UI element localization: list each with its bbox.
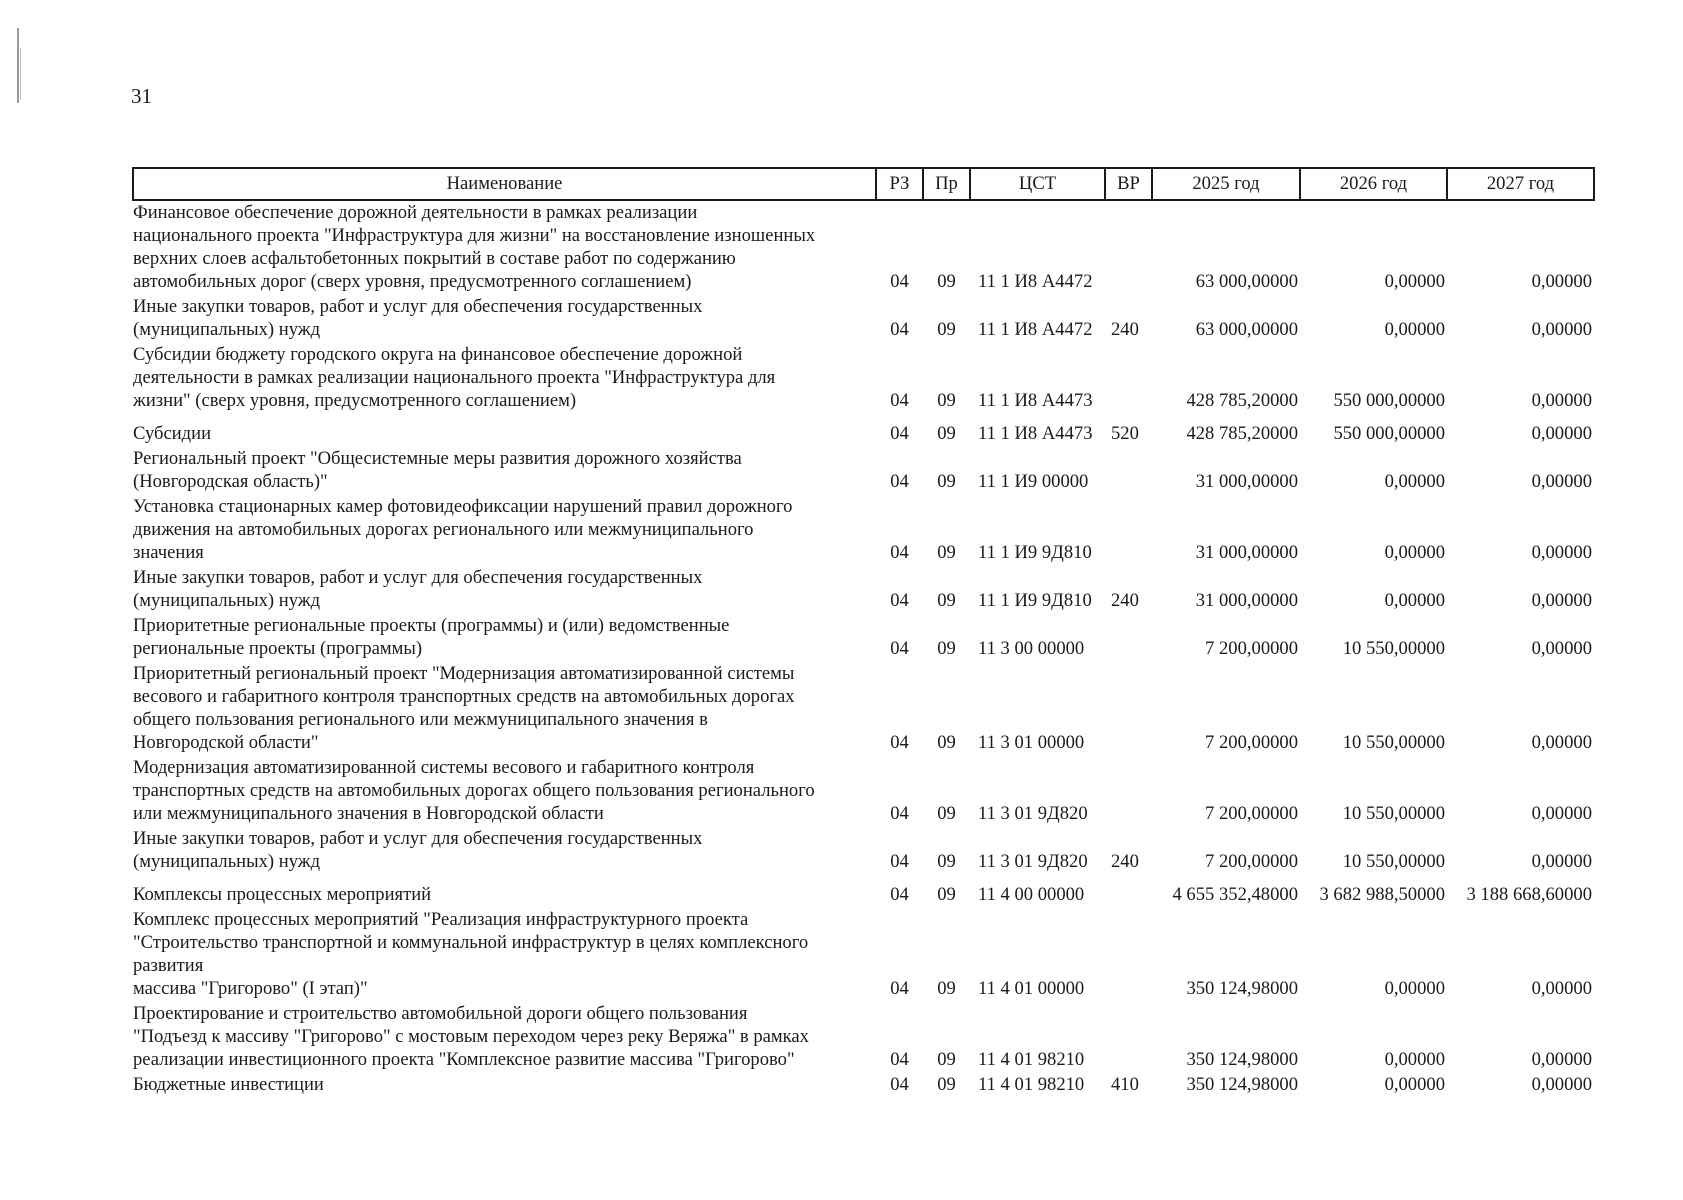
row-amount-2025: 63 000,00000	[1195, 271, 1298, 292]
header-2026: 2026 год	[1300, 168, 1447, 200]
row-name-text: Иные закупки товаров, работ и услуг для обеспечения государственных (муниципальных) нужд	[133, 828, 703, 872]
row-amount-2027: 0,00000	[1531, 638, 1592, 659]
row-amount-2027: 0,00000	[1531, 732, 1592, 753]
table-header-row	[133, 168, 1594, 200]
row-rz: 04	[890, 638, 909, 659]
row-amount-2026: 10 550,00000	[1342, 732, 1445, 753]
row-name	[133, 295, 876, 343]
row-cst: 11 1 И8 А4473	[978, 423, 1093, 444]
row-amount-2027: 0,00000	[1531, 319, 1592, 340]
row-name	[133, 756, 876, 827]
scan-edge-mark	[20, 48, 21, 100]
row-amount-2027: 0,00000	[1531, 978, 1592, 999]
row-rz: 04	[890, 884, 909, 905]
row-cst: 11 1 И9 9Д810	[978, 542, 1092, 563]
row-cst: 11 4 01 98210	[978, 1049, 1085, 1070]
row-pr: 09	[937, 1049, 956, 1070]
row-rz: 04	[890, 851, 909, 872]
table-row	[133, 1002, 1594, 1073]
row-amount-2026: 0,00000	[1384, 978, 1445, 999]
row-amount-2026: 0,00000	[1384, 1049, 1445, 1070]
row-name-text: Бюджетные инвестиции	[133, 1074, 324, 1095]
table-row	[133, 756, 1594, 827]
row-vr	[1105, 614, 1152, 662]
row-amount-2025: 7 200,00000	[1205, 732, 1298, 753]
row-vr	[1105, 495, 1152, 566]
row-name	[133, 662, 876, 756]
row-name-text: Приоритетные региональные проекты (программы) и (или) ведомственные региональные проекты (программы)	[133, 615, 730, 659]
row-rz: 04	[890, 732, 909, 753]
row-amount-2027: 0,00000	[1531, 590, 1592, 611]
row-name	[133, 447, 876, 495]
row-amount-2026: 10 550,00000	[1342, 638, 1445, 659]
row-amount-2027: 0,00000	[1531, 471, 1592, 492]
row-name	[133, 875, 876, 908]
row-cst: 11 4 00 00000	[978, 884, 1085, 905]
table-row	[133, 1073, 1594, 1098]
row-cst: 11 1 И8 А4472	[978, 319, 1093, 340]
row-rz: 04	[890, 319, 909, 340]
row-pr: 09	[937, 590, 956, 611]
row-name-text: Приоритетный региональный проект "Модернизация автоматизированной системы весового и габаритного контроля транспортных средств на автомобильных дорогах общего пользования регионального или межмуниципального значения в Новгородской области"	[133, 663, 795, 753]
row-pr: 09	[937, 471, 956, 492]
row-rz: 04	[890, 1074, 909, 1095]
row-rz: 04	[890, 978, 909, 999]
row-pr: 09	[937, 851, 956, 872]
row-name	[133, 343, 876, 414]
row-amount-2025: 7 200,00000	[1205, 851, 1298, 872]
budget-table	[132, 167, 1595, 1098]
row-amount-2025: 7 200,00000	[1205, 803, 1298, 824]
row-rz: 04	[890, 542, 909, 563]
page-number: 31	[131, 84, 152, 108]
table-row	[133, 875, 1594, 908]
header-vr: ВР	[1105, 168, 1152, 200]
row-pr: 09	[937, 319, 956, 340]
row-amount-2025: 428 785,20000	[1186, 390, 1298, 411]
header-pr: Пр	[923, 168, 970, 200]
row-cst: 11 3 01 9Д820	[978, 803, 1088, 824]
row-amount-2026: 0,00000	[1384, 1074, 1445, 1095]
row-amount-2026: 10 550,00000	[1342, 851, 1445, 872]
row-name-text: Субсидии бюджету городского округа на финансовое обеспечение дорожной деятельности в рамках реализации национального проекта "Инфраструктура для жизни" (сверх уровня, предусмотренного соглашением)	[133, 344, 776, 411]
table-row	[133, 295, 1594, 343]
row-amount-2025: 63 000,00000	[1195, 319, 1298, 340]
row-amount-2026: 10 550,00000	[1342, 803, 1445, 824]
row-amount-2026: 0,00000	[1384, 271, 1445, 292]
row-name	[133, 1002, 876, 1073]
row-name	[133, 908, 876, 1002]
row-amount-2026: 550 000,00000	[1333, 390, 1445, 411]
row-name-text: Иные закупки товаров, работ и услуг для обеспечения государственных (муниципальных) нужд	[133, 567, 703, 611]
row-pr: 09	[937, 390, 956, 411]
row-vr	[1105, 908, 1152, 1002]
table-row	[133, 566, 1594, 614]
row-name	[133, 614, 876, 662]
row-amount-2025: 428 785,20000	[1186, 423, 1298, 444]
row-amount-2026: 0,00000	[1384, 471, 1445, 492]
row-pr: 09	[937, 638, 956, 659]
row-cst: 11 4 01 98210	[978, 1074, 1085, 1095]
row-name-text: Проектирование и строительство автомобильной дороги общего пользования "Подъезд к массиву "Григорово" с мостовым переходом через реку Веряжа" в рамках реализации инвестиционного проекта "Комплексное развитие массива "Григорово"	[133, 1003, 809, 1070]
row-rz: 04	[890, 590, 909, 611]
row-name-text: Установка стационарных камер фотовидеофиксации нарушений правил дорожного движения на автомобильных дорогах регионального или межмуниципального значения	[133, 496, 793, 563]
row-amount-2027: 0,00000	[1531, 1049, 1592, 1070]
table-row	[133, 343, 1594, 414]
row-rz: 04	[890, 423, 909, 444]
table-row	[133, 447, 1594, 495]
row-amount-2025: 350 124,98000	[1186, 1074, 1298, 1095]
table-row	[133, 908, 1594, 1002]
table-row	[133, 827, 1594, 875]
row-pr: 09	[937, 803, 956, 824]
row-vr	[1105, 662, 1152, 756]
row-amount-2027: 0,00000	[1531, 423, 1592, 444]
row-vr	[1105, 1002, 1152, 1073]
table-row	[133, 200, 1594, 295]
row-name	[133, 827, 876, 875]
row-vr	[1105, 756, 1152, 827]
row-amount-2026: 0,00000	[1384, 590, 1445, 611]
table-body	[133, 200, 1594, 1098]
row-amount-2025: 7 200,00000	[1205, 638, 1298, 659]
row-pr: 09	[937, 1074, 956, 1095]
row-amount-2027: 0,00000	[1531, 851, 1592, 872]
row-name-text: Комплексы процессных мероприятий	[133, 884, 432, 905]
row-amount-2025: 31 000,00000	[1195, 471, 1298, 492]
row-vr: 520	[1111, 423, 1139, 444]
row-pr: 09	[937, 423, 956, 444]
table-row	[133, 614, 1594, 662]
row-vr	[1105, 343, 1152, 414]
row-vr: 240	[1111, 851, 1139, 872]
row-pr: 09	[937, 271, 956, 292]
row-amount-2027: 0,00000	[1531, 803, 1592, 824]
row-cst: 11 3 01 9Д820	[978, 851, 1088, 872]
row-rz: 04	[890, 803, 909, 824]
row-cst: 11 1 И9 9Д810	[978, 590, 1092, 611]
row-amount-2026: 0,00000	[1384, 319, 1445, 340]
row-cst: 11 3 01 00000	[978, 732, 1085, 753]
row-name	[133, 200, 876, 295]
scan-edge-mark	[17, 28, 19, 103]
row-cst: 11 4 01 00000	[978, 978, 1085, 999]
row-name	[133, 1073, 876, 1098]
row-pr: 09	[937, 732, 956, 753]
row-vr: 240	[1111, 590, 1139, 611]
row-amount-2026: 550 000,00000	[1333, 423, 1445, 444]
row-amount-2027: 3 188 668,60000	[1466, 884, 1592, 905]
table-row	[133, 662, 1594, 756]
row-amount-2026: 3 682 988,50000	[1319, 884, 1445, 905]
header-rz: РЗ	[876, 168, 923, 200]
row-amount-2027: 0,00000	[1531, 542, 1592, 563]
row-rz: 04	[890, 390, 909, 411]
header-2027: 2027 год	[1447, 168, 1594, 200]
row-cst: 11 1 И8 А4473	[978, 390, 1093, 411]
row-amount-2027: 0,00000	[1531, 390, 1592, 411]
row-amount-2025: 4 655 352,48000	[1172, 884, 1298, 905]
row-amount-2027: 0,00000	[1531, 1074, 1592, 1095]
row-pr: 09	[937, 884, 956, 905]
row-cst: 11 1 И9 00000	[978, 471, 1089, 492]
row-name-text: Модернизация автоматизированной системы весового и габаритного контроля транспортных средств на автомобильных дорогах общего пользования регионального или межмуниципального значения в Новгородской области	[133, 757, 815, 824]
row-amount-2025: 350 124,98000	[1186, 978, 1298, 999]
row-cst: 11 3 00 00000	[978, 638, 1085, 659]
table-row	[133, 495, 1594, 566]
header-cst: ЦСТ	[970, 168, 1105, 200]
row-name	[133, 566, 876, 614]
row-rz: 04	[890, 471, 909, 492]
row-amount-2025: 31 000,00000	[1195, 590, 1298, 611]
header-name: Наименование	[133, 168, 876, 200]
row-name	[133, 414, 876, 447]
row-rz: 04	[890, 1049, 909, 1070]
row-name-text: Региональный проект "Общесистемные меры развития дорожного хозяйства (Новгородская область)"	[133, 448, 742, 492]
row-amount-2025: 31 000,00000	[1195, 542, 1298, 563]
row-cst: 11 1 И8 А4472	[978, 271, 1093, 292]
row-vr: 240	[1111, 319, 1139, 340]
row-rz: 04	[890, 271, 909, 292]
row-vr	[1105, 875, 1152, 908]
row-vr	[1105, 200, 1152, 295]
row-name-text: Субсидии	[133, 423, 212, 444]
row-amount-2026: 0,00000	[1384, 542, 1445, 563]
row-name-text: Комплекс процессных мероприятий "Реализация инфраструктурного проекта "Строительство транспортной и коммунальной инфраструктур в целях комплексного развития массива "Григорово" (I этап)"	[133, 909, 809, 999]
row-vr: 410	[1111, 1074, 1139, 1095]
row-amount-2025: 350 124,98000	[1186, 1049, 1298, 1070]
row-pr: 09	[937, 978, 956, 999]
row-name-text: Финансовое обеспечение дорожной деятельности в рамках реализации национального проекта "Инфраструктура для жизни" на восстановление изношенных верхних слоев асфальтобетонных покрытий в составе работ по содержанию автомобильных дорог (сверх уровня, предусмотренного соглашением)	[133, 202, 816, 292]
row-amount-2027: 0,00000	[1531, 271, 1592, 292]
row-name	[133, 495, 876, 566]
header-2025: 2025 год	[1152, 168, 1300, 200]
row-pr: 09	[937, 542, 956, 563]
table-row	[133, 414, 1594, 447]
row-vr	[1105, 447, 1152, 495]
row-name-text: Иные закупки товаров, работ и услуг для обеспечения государственных (муниципальных) нужд	[133, 296, 703, 340]
